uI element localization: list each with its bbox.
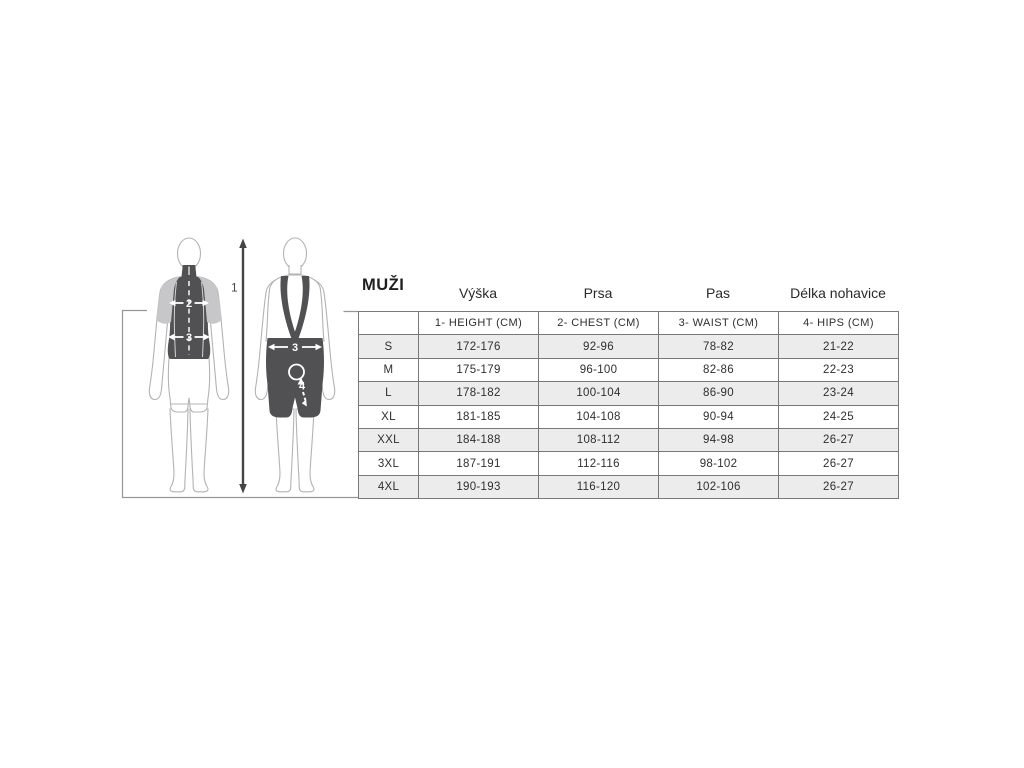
- size-cell: XL: [359, 405, 419, 428]
- height-measure-label: 1: [231, 282, 238, 295]
- table-row: [359, 452, 899, 475]
- waist-cell: 82-86: [659, 358, 779, 381]
- height-cell: 184-188: [419, 428, 539, 451]
- table-row: [359, 358, 899, 381]
- waist-cell: 90-94: [659, 405, 779, 428]
- height-cell: 175-179: [419, 358, 539, 381]
- waist-cell: 78-82: [659, 335, 779, 358]
- size-table: [358, 311, 899, 499]
- bib-shorts-figure: [255, 238, 334, 492]
- waist-measure-label: 3: [185, 332, 193, 345]
- waist-cell: 86-90: [659, 382, 779, 405]
- waist-cell: 94-98: [659, 428, 779, 451]
- corner-cell: [359, 312, 419, 335]
- chest-cell: 116-120: [539, 475, 659, 498]
- chest-cell: 112-116: [539, 452, 659, 475]
- hips-cell: 26-27: [779, 452, 899, 475]
- size-cell: XXL: [359, 428, 419, 451]
- hips-cell: 22-23: [779, 358, 899, 381]
- height-arrow-icon: [231, 239, 247, 494]
- chest-cell: 104-108: [539, 405, 659, 428]
- hips-cell: 26-27: [779, 475, 899, 498]
- waist-cell: 102-106: [659, 475, 779, 498]
- height-cell: 190-193: [419, 475, 539, 498]
- subheader-chest: 2- CHEST (CM): [539, 312, 659, 335]
- table-row: [359, 382, 899, 405]
- hips-cell: 21-22: [779, 335, 899, 358]
- jersey-figure: [149, 238, 228, 492]
- hips-cell: 24-25: [779, 405, 899, 428]
- height-cell: 187-191: [419, 452, 539, 475]
- subheader-hips: 4- HIPS (CM): [779, 312, 899, 335]
- hips-measure-label: 4: [298, 380, 306, 393]
- column-header-vyska: Výška: [458, 285, 498, 301]
- height-cell: 181-185: [419, 405, 539, 428]
- chest-cell: 92-96: [539, 335, 659, 358]
- height-cell: 178-182: [419, 382, 539, 405]
- size-cell: L: [359, 382, 419, 405]
- table-row: [359, 335, 899, 358]
- size-cell: S: [359, 335, 419, 358]
- size-cell: M: [359, 358, 419, 381]
- column-headers: [418, 285, 898, 301]
- table-row: [359, 475, 899, 498]
- table-row: [359, 405, 899, 428]
- height-cell: 172-176: [419, 335, 539, 358]
- chest-measure-label: 2: [185, 298, 193, 311]
- table-row: [359, 428, 899, 451]
- column-header-pas: Pas: [705, 285, 731, 301]
- table-subheader-row: [359, 312, 899, 335]
- waist-measure-label-2: 3: [291, 342, 299, 355]
- column-header-prsa: Prsa: [583, 285, 613, 301]
- size-cell: 3XL: [359, 452, 419, 475]
- subheader-waist: 3- WAIST (CM): [659, 312, 779, 335]
- size-cell: 4XL: [359, 475, 419, 498]
- subheader-height: 1- HEIGHT (CM): [419, 312, 539, 335]
- hips-cell: 23-24: [779, 382, 899, 405]
- chest-cell: 108-112: [539, 428, 659, 451]
- page-title: MUŽI: [362, 276, 405, 294]
- waist-cell: 98-102: [659, 452, 779, 475]
- column-header-delka: Délka nohavice: [790, 285, 886, 301]
- chest-cell: 100-104: [539, 382, 659, 405]
- measurement-figures-illustration: [100, 225, 380, 505]
- chest-cell: 96-100: [539, 358, 659, 381]
- hips-cell: 26-27: [779, 428, 899, 451]
